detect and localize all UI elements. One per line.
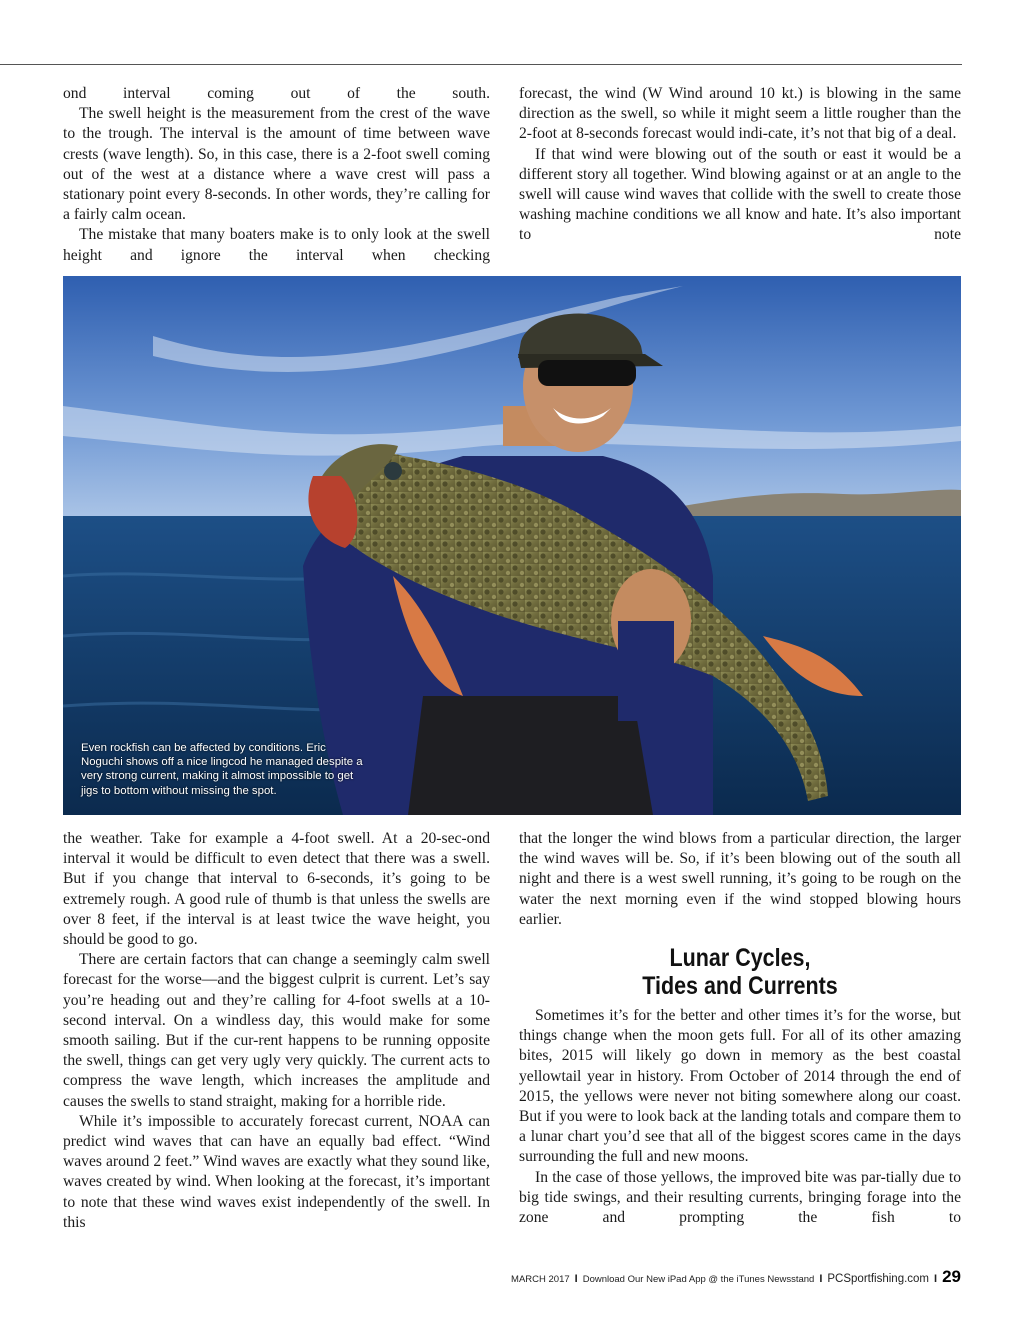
article-column-top-right <box>519 84 961 246</box>
photo-caption: Even rockfish can be affected by conditions. Eric Noguchi shows off a nice lingcod he managed despite a very strong current, making it almost impossible to get jigs to bottom without missing the spot. <box>81 742 363 797</box>
photo-illustration <box>63 276 961 815</box>
footer-separator: I <box>819 1273 823 1285</box>
footer-separator: I <box>934 1273 938 1285</box>
paragraph: There are certain factors that can change a seemingly calm swell forecast for the worse—and the biggest culprit is current. Let’s say you’re heading out and they’re calling for 4-foot swells at a 10-second interval. On a windless day, this would make for some smooth sailing. But if the cur-rent happens to be running opposite the swell, things can get very ugly very quickly. The current acts to compress the wave length, which increases the amplitude and causes the swells to stand straight, making for a horrible ride. <box>63 951 490 1110</box>
paragraph: ond interval coming out of the south. <box>63 85 490 102</box>
footer-site-link[interactable]: PCSportfishing.com <box>827 1273 930 1285</box>
section-heading-line: Lunar Cycles, <box>669 944 811 973</box>
article-column-bottom-left <box>63 829 490 1233</box>
lingcod-photo <box>63 276 961 815</box>
footer-separator: I <box>574 1273 578 1285</box>
article-column-bottom-right <box>519 829 961 1228</box>
paragraph: The swell height is the measurement from the crest of the wave to the trough. The interval is the amount of time between wave crests (wave length). So, in this case, there is a 2-foot swell coming out of the west at a distance where a wave crest will pass a stationary point every 8-seconds. In other words, they’re calling for a fairly calm ocean. <box>63 105 490 224</box>
header-rule <box>0 64 962 65</box>
page-number: 29 <box>942 1267 961 1286</box>
paragraph: Sometimes it’s for the better and other times it’s for the worse, but things change when the moon gets full. For all of its other amazing bites, 2015 will likely go down in memory as the best coastal yellowtail year in history. From October of 2014 through the end of 2015, the yellows were never not biting somewhere along our coast. But if you were to look back at the landing totals and compare them to a lunar chart you’d see that all of the biggest scores came in the days surrounding the full and new moons. <box>519 1007 961 1166</box>
article-column-top-left <box>63 84 490 266</box>
page-footer <box>511 1267 961 1287</box>
section-heading <box>550 944 930 1000</box>
paragraph: In the case of those yellows, the improved bite was par-tially due to big tide swings, and their resulting currents, bringing forage into the zone and prompting the fish to <box>519 1168 961 1227</box>
paragraph: If that wind were blowing out of the south or east it would be a different story all together. Wind blowing against or at an angle to the swell will cause wind waves that collide with the swell to create those washing machine conditions we all know and hate. It’s also important to note <box>519 145 961 244</box>
footer-issue-date: MARCH 2017 <box>511 1274 570 1285</box>
paragraph: While it’s impossible to accurately forecast current, NOAA can predict wind waves that can have an equally bad effect. “Wind waves around 2 feet.” Wind waves are exactly what they sound like, waves created by wind. When looking at the forecast, it’s important to note that these wind waves exist independently of the swell. In this <box>63 1112 490 1231</box>
section-heading-line: Tides and Currents <box>642 972 838 1001</box>
paragraph: forecast, the wind (W Wind around 10 kt.) is blowing in the same direction as the swell, so while it might seem a little rougher than the 2-foot at 8-seconds forecast would indi-cate, it’s not that big of a deal. <box>519 85 961 143</box>
paragraph: the weather. Take for example a 4-foot swell. At a 20-sec-ond interval it would be difficult to even detect that there was a swell. But if you change that interval to 6-seconds, it’s going to be extremely rough. A good rule of thumb is that unless the swells are over 8 feet, if the interval is at least twice the wave height, you should be good to go. <box>63 830 490 949</box>
paragraph: that the longer the wind blows from a particular direction, the larger the wind waves will be. So, if it’s been blowing out of the south all night and there is a west swell running, it’s going to be rough on the water the next morning even if the wind stopped blowing hours earlier. <box>519 830 961 928</box>
paragraph: The mistake that many boaters make is to only look at the swell height and ignore the interval when checking <box>63 226 490 264</box>
footer-promo: Download Our New iPad App @ the iTunes Newsstand <box>582 1274 815 1285</box>
